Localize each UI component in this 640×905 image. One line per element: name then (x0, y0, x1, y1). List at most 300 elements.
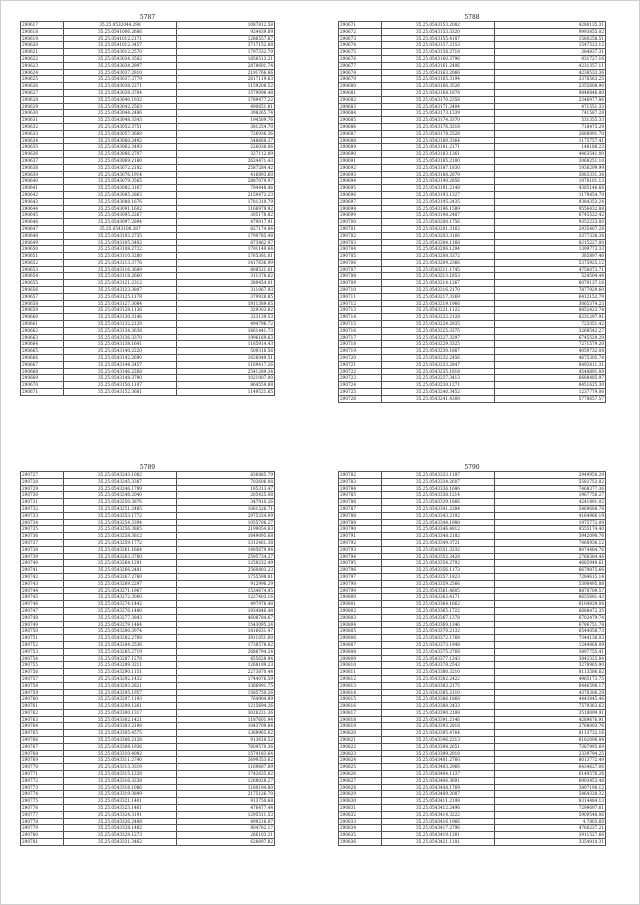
cadastral-code-cell: 35.25.0543222.2128 (382, 314, 495, 321)
amount-cell: 912996.29 (177, 580, 275, 587)
row-id-cell: 290745 (21, 594, 64, 601)
table-row (339, 526, 606, 533)
table-row (339, 219, 606, 226)
cadastral-code-cell: 35.25.0543324.3191 (64, 811, 177, 818)
cadastral-code-cell: 35.25.0543136.3370 (64, 334, 177, 341)
row-id-cell: 290827 (339, 777, 382, 784)
row-id-cell: 290772 (21, 777, 64, 784)
cadastral-code-cell: 35.25.0543180.3364 (382, 137, 495, 144)
cadastral-code-cell: 35.25.0543261.1664 (64, 546, 177, 553)
table-row (339, 628, 606, 635)
row-id-cell: 290680 (339, 83, 382, 90)
amount-cell: 1967756.27 (495, 492, 606, 499)
table-row (339, 321, 606, 328)
cadastral-code-cell: 35.25.0543367.1378 (382, 614, 495, 621)
table-row (21, 259, 275, 266)
table-row (339, 689, 606, 696)
cadastral-code-cell: 35.25.0543280.3974 (64, 628, 177, 635)
amount-cell: 7387995.69 (495, 743, 606, 750)
table-row (339, 389, 606, 396)
table-row (339, 811, 606, 818)
cadastral-code-cell: 35.25.0543333.1187 (382, 472, 495, 479)
table-row (21, 178, 275, 185)
cadastral-code-cell: 35.25.0543103.2735 (64, 232, 177, 239)
row-id-cell: 290678 (339, 69, 382, 76)
table-row (339, 580, 606, 587)
amount-cell: 226036.06 (177, 144, 275, 151)
cadastral-code-cell: 35.25.0541012.2171 (64, 35, 177, 42)
amount-cell: 726936.36 (177, 130, 275, 137)
row-id-cell: 290625 (21, 76, 64, 83)
amount-cell: 3518099.91 (495, 709, 606, 716)
cadastral-code-cell: 35.25.0543293.2821 (64, 682, 177, 689)
amount-cell: 1742635.82 (177, 771, 275, 778)
cadastral-code-cell: 35.25.0543298.1261 (64, 703, 177, 710)
amount-cell: 8878709.57 (495, 587, 606, 594)
table-row (21, 818, 275, 825)
table-row (339, 42, 606, 49)
row-id-cell: 290825 (339, 764, 382, 771)
row-id-cell: 290710 (339, 287, 382, 294)
amount-cell: 1055706.27 (177, 519, 275, 526)
table-row (339, 832, 606, 839)
page-number: 5788 (464, 14, 480, 21)
cadastral-code-cell: 35.25.0543254.3394 (64, 519, 177, 526)
cadastral-code-cell: 35.25.0543246.1789 (64, 485, 177, 492)
cadastral-code-cell: 35.25.0543318.1086 (64, 784, 177, 791)
amount-cell: 2541289.34 (177, 368, 275, 375)
table-row (339, 771, 606, 778)
row-id-cell: 290755 (21, 662, 64, 669)
cadastral-code-cell: 35.25.0543401.2760 (382, 757, 495, 764)
row-id-cell: 290787 (339, 505, 382, 512)
table-row (339, 818, 606, 825)
amount-cell: 311378.62 (177, 273, 275, 280)
cadastral-code-cell: 35.25.0543284.2536 (64, 641, 177, 648)
amount-cell: 2191766.66 (177, 69, 275, 76)
amount-cell: 347910.26 (177, 499, 275, 506)
table-row (339, 539, 606, 546)
cadastral-code-cell: 35.25.0543411.2198 (382, 798, 495, 805)
row-id-cell: 290677 (339, 62, 382, 69)
table-row (21, 368, 275, 375)
amount-cell: 4685949.61 (495, 560, 606, 567)
cadastral-code-cell: 35.25.0543250.3876 (64, 499, 177, 506)
table-row (21, 55, 275, 62)
row-id-cell: 290628 (21, 96, 64, 103)
amount-cell: 8113732.16 (495, 730, 606, 737)
table-row (339, 22, 606, 29)
row-id-cell: 290735 (21, 526, 64, 533)
table-block-top-left (20, 14, 275, 396)
amount-cell: 3942090.76 (495, 533, 606, 540)
row-id-cell: 290639 (21, 171, 64, 178)
amount-cell: 8231297.91 (495, 314, 606, 321)
amount-cell: 1399773.33 (495, 246, 606, 253)
cadastral-code-cell: 35.25.0543229.3325 (382, 341, 495, 348)
table-row (21, 137, 275, 144)
row-id-cell: 290791 (339, 533, 382, 540)
table-row (339, 635, 606, 642)
row-id-cell: 290759 (21, 689, 64, 696)
amount-cell: 4608784.67 (177, 614, 275, 621)
table-row (21, 76, 275, 83)
amount-cell: 1180194.80 (177, 784, 275, 791)
row-id-cell: 290648 (21, 232, 64, 239)
cadastral-code-cell: 35.25.0543253.1772 (64, 512, 177, 519)
table-row (339, 178, 606, 185)
cadastral-code-cell: 35.25.0541006.2686 (64, 28, 177, 35)
table-row (21, 96, 275, 103)
amount-cell: 1765381.01 (177, 253, 275, 260)
row-id-cell: 290706 (339, 259, 382, 266)
cadastral-code-cell: 35.25.0543361.4605 (382, 587, 495, 594)
amount-cell: 327112.89 (177, 151, 275, 158)
cadastral-code-cell: 35.25.0543378.2543 (382, 662, 495, 669)
row-id-cell: 290656 (21, 287, 64, 294)
amount-cell: 3065374.23 (495, 300, 606, 307)
cadastral-code-cell: 35.25.0541012.3457 (64, 42, 177, 49)
table-row (21, 750, 275, 757)
row-id-cell: 290736 (21, 533, 64, 540)
amount-cell: 1738578.82 (177, 641, 275, 648)
cadastral-code-cell: 35.25.0543153.3320 (382, 28, 495, 35)
cadastral-code-cell: 35.25.0543203.3166 (382, 232, 495, 239)
row-id-cell: 290640 (21, 178, 64, 185)
cadastral-code-cell: 35.25.0543076.1914 (64, 171, 177, 178)
table-row (339, 117, 606, 124)
row-id-cell: 290705 (339, 253, 382, 260)
table-row (339, 662, 606, 669)
amount-cell: 2199054.63 (177, 526, 275, 533)
cadastral-code-cell: 35.25.0543357.1823 (382, 573, 495, 580)
row-id-cell: 290686 (339, 123, 382, 130)
cadastral-code-cell: 35.25.0543057.3668 (64, 130, 177, 137)
table-row (21, 580, 275, 587)
amount-cell: 3717152.88 (177, 42, 275, 49)
cadastral-code-cell: 35.25.0543062.3493 (64, 144, 177, 151)
cadastral-code-cell: 35.25.0543038.2271 (64, 83, 177, 90)
cadastral-code-cell: 35.25.0543308.1936 (64, 743, 177, 750)
table-row (21, 157, 275, 164)
cadastral-code-cell: 35.25.0543336.1686 (382, 485, 495, 492)
row-id-cell: 290783 (339, 478, 382, 485)
amount-cell: 1244868.09 (495, 641, 606, 648)
amount-cell: 1175757.41 (495, 137, 606, 144)
amount-cell: 1215694.26 (177, 703, 275, 710)
table-row (339, 55, 606, 62)
amount-cell: 3083331.34 (495, 171, 606, 178)
row-id-cell: 290797 (339, 573, 382, 580)
row-id-cell: 290786 (339, 499, 382, 506)
amount-cell: 836885.79 (177, 472, 275, 479)
cadastral-code-cell: 35.25.0543012.2570 (64, 49, 177, 56)
table-row (339, 798, 606, 805)
amount-cell: 1166979.92 (177, 205, 275, 212)
row-id-cell: 290623 (21, 62, 64, 69)
row-id-cell: 290744 (21, 587, 64, 594)
table-row (339, 293, 606, 300)
row-id-cell: 290684 (339, 110, 382, 117)
row-id-cell: 290671 (339, 22, 382, 29)
amount-cell: 1169607.89 (177, 764, 275, 771)
cadastral-code-cell: 35.25.0543198.2487 (382, 212, 495, 219)
page-number: 5790 (464, 464, 480, 471)
amount-cell: 7344138.03 (495, 635, 606, 642)
amount-cell: 6544058.73 (495, 628, 606, 635)
row-id-cell: 290657 (21, 293, 64, 300)
row-id-cell: 290694 (339, 178, 382, 185)
row-id-cell: 290743 (21, 580, 64, 587)
table-row (339, 560, 606, 567)
amount-cell: 7284615.14 (495, 573, 606, 580)
cadastral-code-cell: 35.25.0543216.2170 (382, 287, 495, 294)
row-id-cell: 290712 (339, 300, 382, 307)
amount-cell: 8104839.08 (495, 601, 606, 608)
cadastral-code-cell: 35.25.0543375.2768 (382, 648, 495, 655)
table-row (339, 730, 606, 737)
row-id-cell: 290742 (21, 573, 64, 580)
cadastral-code-cell: 35.25.0543385.2110 (382, 689, 495, 696)
row-id-cell: 290829 (339, 791, 382, 798)
cadastral-code-cell: 35.25.0543153.2082 (382, 22, 495, 29)
table-row (339, 103, 606, 110)
amount-cell: 5909548.06 (495, 811, 606, 818)
amount-cell: 1816631.47 (177, 628, 275, 635)
row-id-cell: 290815 (339, 696, 382, 703)
row-id-cell: 290826 (339, 771, 382, 778)
row-id-cell: 290763 (21, 716, 64, 723)
table-row (339, 648, 606, 655)
table-row (339, 839, 606, 846)
row-id-cell: 290654 (21, 273, 64, 280)
cadastral-code-cell: 35.25.0543245.3387 (64, 478, 177, 485)
cadastral-code-cell: 35.25.0543279.1464 (64, 621, 177, 628)
cadastral-code-cell: 35.25.0543263.3760 (64, 553, 177, 560)
table-row (21, 334, 275, 341)
row-id-cell: 290748 (21, 614, 64, 621)
amount-cell: 3068251.10 (495, 157, 606, 164)
table-row (339, 96, 606, 103)
cadastral-code-cell: 35.25.0543095.2267 (64, 212, 177, 219)
cadastral-code-cell: 35.25.0543251.2485 (64, 505, 177, 512)
cadastral-code-cell: 35.25.0543321.1401 (64, 798, 177, 805)
cadastral-code-cell: 35.25.0543163.2066 (382, 69, 495, 76)
row-id-cell: 290824 (339, 757, 382, 764)
row-id-cell: 290627 (21, 89, 64, 96)
cadastral-code-cell: 35.25.0543227.3297 (382, 334, 495, 341)
table-row (21, 205, 275, 212)
table-row (339, 28, 606, 35)
table-row (21, 607, 275, 614)
table-row (339, 300, 606, 307)
row-id-cell: 290821 (339, 737, 382, 744)
table-row (339, 334, 606, 341)
amount-cell: 1579096.48 (177, 89, 275, 96)
table-row (339, 232, 606, 239)
table-row (21, 777, 275, 784)
amount-cell: 4164966.19 (495, 512, 606, 519)
row-id-cell: 290761 (21, 703, 64, 710)
table-row (21, 144, 275, 151)
table-row (339, 110, 606, 117)
row-id-cell: 290812 (339, 675, 382, 682)
table-row (21, 805, 275, 812)
row-id-cell: 290632 (21, 123, 64, 130)
cadastral-code-cell: 35.25.0543138.1641 (64, 341, 177, 348)
amount-cell: 1856513.21 (177, 55, 275, 62)
cadastral-code-cell: 35.25.0543349.3721 (382, 539, 495, 546)
amount-cell: 5469688.78 (495, 505, 606, 512)
row-id-cell: 290674 (339, 42, 382, 49)
cadastral-code-cell: 35.25.0543399.2918 (382, 750, 495, 757)
table-row (339, 573, 606, 580)
cadastral-code-cell: 35.25.0543173.1339 (382, 110, 495, 117)
row-id-cell: 290660 (21, 314, 64, 321)
amount-cell: 7299697.61 (495, 805, 606, 812)
table-row (339, 743, 606, 750)
amount-cell: 2587284.42 (177, 164, 275, 171)
amount-cell: 3268542.27 (495, 327, 606, 334)
row-id-cell: 290768 (21, 750, 64, 757)
row-id-cell: 290756 (21, 669, 64, 676)
amount-cell: 1295511.53 (177, 811, 275, 818)
amount-cell: 1574183.64 (177, 750, 275, 757)
table-row (339, 777, 606, 784)
row-id-cell: 290708 (339, 273, 382, 280)
table-row (21, 689, 275, 696)
amount-cell: 5398495.88 (495, 580, 606, 587)
cadastral-code-cell: 35.25.0543079.3565 (64, 178, 177, 185)
table-row (339, 492, 606, 499)
amount-cell: 305178.82 (177, 212, 275, 219)
amount-cell: 381254.70 (177, 123, 275, 130)
row-id-cell: 290816 (339, 703, 382, 710)
amount-cell: 2949958.29 (495, 472, 606, 479)
amount-cell: 6446598.17 (495, 682, 606, 689)
amount-cell: 864559.88 (177, 382, 275, 389)
row-id-cell: 290662 (21, 327, 64, 334)
row-id-cell: 290811 (339, 669, 382, 676)
row-id-cell: 290801 (339, 601, 382, 608)
cadastral-code-cell: 35.25.0543377.1243 (382, 655, 495, 662)
row-id-cell: 290709 (339, 280, 382, 287)
table-row (339, 505, 606, 512)
amount-cell: 703606.08 (177, 478, 275, 485)
row-id-cell: 290650 (21, 246, 64, 253)
row-id-cell: 290671 (21, 389, 64, 396)
row-id-cell: 290775 (21, 798, 64, 805)
table-row (339, 703, 606, 710)
row-id-cell: 290741 (21, 567, 64, 574)
row-id-cell: 290638 (21, 164, 64, 171)
row-id-cell: 290798 (339, 580, 382, 587)
row-id-cell: 290749 (21, 621, 64, 628)
cadastral-code-cell: 35.25.0543348.2182 (382, 533, 495, 540)
row-id-cell: 290724 (339, 382, 382, 389)
table-row (21, 839, 275, 846)
table-row (21, 587, 275, 594)
row-id-cell: 290832 (339, 811, 382, 818)
table-row (21, 709, 275, 716)
cadastral-code-cell: 35.25.0543259.1772 (64, 539, 177, 546)
row-id-cell: 290754 (21, 655, 64, 662)
table-row (21, 784, 275, 791)
amount-cell: 1978101.13 (495, 178, 606, 185)
cadastral-code-cell: 35.25.0543412.2496 (382, 805, 495, 812)
cadastral-code-cell: 35.25.0543146.2268 (64, 368, 177, 375)
table-row (21, 185, 275, 192)
row-id-cell: 290675 (339, 49, 382, 56)
amount-cell: 1996169.63 (177, 334, 275, 341)
amount-cell: 3378563.25 (495, 76, 606, 83)
row-id-cell: 290740 (21, 560, 64, 567)
row-id-cell: 290790 (339, 526, 382, 533)
row-id-cell: 290794 (339, 553, 382, 560)
amount-cell: 1368965.62 (177, 730, 275, 737)
table-row (21, 198, 275, 205)
table-row (21, 472, 275, 479)
amount-cell: 3911051.60 (177, 635, 275, 642)
table-row (21, 601, 275, 608)
row-id-cell: 290753 (21, 648, 64, 655)
table-row (21, 110, 275, 117)
table-row (21, 662, 275, 669)
cadastral-code-cell: 35.25.0543201.3162 (382, 225, 495, 232)
cadastral-code-cell: 35.25.0543365.1722 (382, 607, 495, 614)
cadastral-code-cell: 35.25.0543266.2481 (64, 567, 177, 574)
amount-cell: 311067.93 (177, 287, 275, 294)
cadastral-code-cell: 35.25.0543108.2722 (64, 246, 177, 253)
cadastral-code-cell: 35.25.0543190.2856 (382, 178, 495, 185)
cadastral-code-cell: 35.25.0543040.1932 (64, 96, 177, 103)
cadastral-code-cell: 35.25.0543127.3084 (64, 300, 177, 307)
row-id-cell: 290692 (339, 164, 382, 171)
amount-cell: 7468936.12 (495, 539, 606, 546)
amount-cell: 1781310.79 (177, 198, 275, 205)
table-row (339, 239, 606, 246)
amount-cell: 6412152.79 (495, 293, 606, 300)
amount-cell: 3911527.66 (495, 832, 606, 839)
row-id-cell: 290770 (21, 764, 64, 771)
amount-cell: 6079137.16 (495, 280, 606, 287)
amount-cell: 1934846.48 (177, 607, 275, 614)
amount-cell: 1286557.87 (177, 35, 275, 42)
row-id-cell: 290835 (339, 832, 382, 839)
cadastral-code-cell: 35.25.0543315.1228 (64, 771, 177, 778)
table-row (21, 560, 275, 567)
table-row (339, 587, 606, 594)
cadastral-code-cell: 35.25.0543414.3222 (382, 811, 495, 818)
cadastral-code-cell: 35.25.0543230.1887 (382, 348, 495, 355)
amount-cell: 4766237.21 (495, 825, 606, 832)
row-id-cell: 290668 (21, 368, 64, 375)
table-row (21, 49, 275, 56)
row-id-cell: 290697 (339, 198, 382, 205)
page-number: 5787 (139, 14, 156, 21)
amount-cell: 389454.01 (177, 280, 275, 287)
amount-cell: 8852423.74 (495, 307, 606, 314)
cadastral-code-cell: 35.25.0543326.2488 (64, 818, 177, 825)
amount-cell: 1087812.58 (177, 22, 275, 29)
row-id-cell: 290807 (339, 641, 382, 648)
amount-cell: 490651.81 (177, 103, 275, 110)
table-row (339, 791, 606, 798)
table-row (21, 348, 275, 355)
cadastral-code-cell: 35.25.0543214.1267 (382, 280, 495, 287)
amount-cell: 6786751.78 (495, 621, 606, 628)
amount-cell: 2935407.28 (495, 225, 606, 232)
